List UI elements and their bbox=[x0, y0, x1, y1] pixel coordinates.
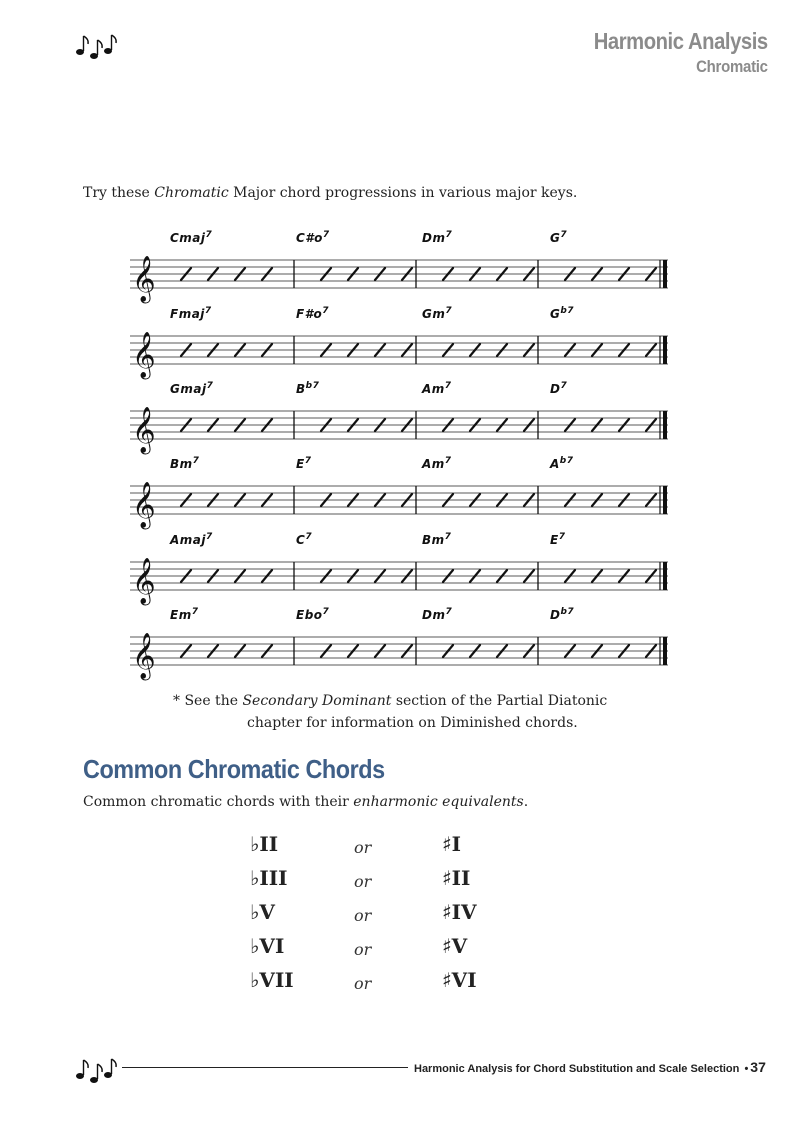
footnote bbox=[0, 690, 794, 734]
chord-root: Am bbox=[422, 457, 445, 471]
flat-chord: ♭VII bbox=[250, 968, 294, 992]
footer-title: Harmonic Analysis for Chord Substitution and Scale Selection bbox=[414, 1063, 740, 1075]
chord-extension: 7 bbox=[322, 607, 330, 617]
staff bbox=[130, 631, 670, 679]
chord-extension: 7 bbox=[304, 456, 312, 466]
note-post: section of the Partial Diatonic bbox=[391, 693, 608, 709]
sharp-chord: ♯VI bbox=[442, 968, 477, 992]
staff bbox=[130, 556, 670, 604]
page-number: 37 bbox=[750, 1059, 766, 1075]
chord-root: E bbox=[296, 457, 305, 471]
note-italic: Secondary Dominant bbox=[242, 693, 392, 709]
header-subtitle: Chromatic bbox=[696, 57, 768, 76]
chord-root: A bbox=[550, 457, 560, 471]
flat-chord: ♭III bbox=[250, 866, 288, 890]
staff-system bbox=[130, 456, 670, 532]
staff bbox=[130, 480, 670, 528]
treble-clef-icon: 𝄞 bbox=[132, 407, 156, 453]
chord-extension: 7 bbox=[192, 456, 200, 466]
or-label: or bbox=[354, 838, 372, 857]
chord-root: Cmaj bbox=[170, 231, 206, 245]
flat-chord: ♭V bbox=[250, 900, 275, 924]
chord-extension: 7 bbox=[305, 532, 313, 542]
chord-root: G bbox=[550, 307, 561, 321]
chord-symbol bbox=[296, 532, 312, 547]
chord-root: Amaj bbox=[170, 533, 207, 547]
treble-clef-icon: 𝄞 bbox=[132, 482, 156, 528]
or-label: or bbox=[354, 940, 372, 959]
enharmonic-row bbox=[230, 934, 510, 968]
sharp-chord: ♯V bbox=[442, 934, 468, 958]
chord-root: Em bbox=[170, 608, 192, 622]
chord-extension: 7 bbox=[560, 381, 568, 391]
chord-root: Gm bbox=[422, 307, 446, 321]
intro-post: Major chord progressions in various major keys. bbox=[228, 185, 578, 201]
chord-symbol bbox=[296, 306, 329, 321]
chord-symbol bbox=[170, 607, 198, 622]
footer-dot: • bbox=[744, 1063, 749, 1075]
chord-extension: 7 bbox=[322, 306, 330, 316]
section-title: Common Chromatic Chords bbox=[83, 754, 385, 784]
chord-extension: 7 bbox=[205, 230, 213, 240]
chord-symbol bbox=[296, 456, 311, 471]
note-pre: * See the bbox=[173, 693, 243, 709]
music-notes-icon bbox=[74, 1056, 120, 1086]
footer-text bbox=[414, 1059, 766, 1075]
music-notes-icon bbox=[74, 32, 120, 62]
chord-symbol bbox=[422, 306, 452, 321]
or-label: or bbox=[354, 974, 372, 993]
staff bbox=[130, 254, 670, 302]
staff-system bbox=[130, 230, 670, 306]
chord-root: Gmaj bbox=[170, 382, 207, 396]
chord-symbol bbox=[422, 456, 452, 471]
running-header bbox=[570, 28, 768, 77]
chord-root: Fmaj bbox=[170, 307, 205, 321]
enharmonic-row bbox=[230, 866, 510, 900]
chord-root: Dm bbox=[422, 608, 446, 622]
chord-symbol bbox=[422, 381, 452, 396]
chord-symbol bbox=[296, 607, 329, 622]
chord-root: B bbox=[296, 382, 306, 396]
treble-clef-icon: 𝄞 bbox=[132, 633, 156, 679]
chord-extension: b7 bbox=[559, 456, 574, 466]
or-label: or bbox=[354, 872, 372, 891]
chord-extension: 7 bbox=[558, 532, 566, 542]
staff-system bbox=[130, 306, 670, 382]
chord-root: D bbox=[550, 382, 561, 396]
treble-clef-icon: 𝄞 bbox=[132, 332, 156, 378]
enharmonic-row bbox=[230, 832, 510, 866]
section-subtitle bbox=[83, 794, 528, 810]
chord-symbol bbox=[296, 381, 319, 396]
chord-symbol bbox=[550, 532, 565, 547]
chord-symbol bbox=[170, 532, 213, 547]
chord-extension: 7 bbox=[191, 607, 199, 617]
subtitle-italic: enharmonic equivalents bbox=[353, 794, 524, 810]
chord-symbol bbox=[550, 306, 574, 321]
chord-root: D bbox=[550, 608, 561, 622]
enharmonic-table bbox=[230, 832, 510, 1002]
chord-symbol bbox=[170, 306, 212, 321]
intro-italic: Chromatic bbox=[154, 185, 229, 201]
note-line2: chapter for information on Diminished chords. bbox=[247, 715, 578, 731]
chord-symbol bbox=[550, 381, 567, 396]
flat-chord: ♭VI bbox=[250, 934, 285, 958]
chord-symbol bbox=[550, 230, 567, 245]
chord-extension: 7 bbox=[445, 607, 453, 617]
treble-clef-icon: 𝄞 bbox=[132, 558, 156, 604]
sharp-chord: ♯II bbox=[442, 866, 471, 890]
chord-root: Ebo bbox=[296, 608, 323, 622]
chord-root: Am bbox=[422, 382, 445, 396]
chord-symbol bbox=[170, 381, 213, 396]
sharp-chord: ♯IV bbox=[442, 900, 477, 924]
sharp-chord: ♯I bbox=[442, 832, 462, 856]
chord-extension: 7 bbox=[206, 381, 214, 391]
staff-system bbox=[130, 532, 670, 608]
chord-extension: 7 bbox=[445, 306, 453, 316]
chord-symbol bbox=[170, 230, 212, 245]
chord-symbol bbox=[550, 607, 574, 622]
chord-root: C bbox=[296, 533, 306, 547]
chord-extension: b7 bbox=[305, 381, 320, 391]
chord-extension: 7 bbox=[204, 306, 212, 316]
staff-system bbox=[130, 607, 670, 683]
chord-symbol bbox=[422, 230, 452, 245]
staff bbox=[130, 405, 670, 453]
chord-root: Bm bbox=[422, 533, 445, 547]
subtitle-post: . bbox=[523, 794, 529, 810]
chord-extension: 7 bbox=[560, 230, 568, 240]
chord-extension: 7 bbox=[444, 381, 452, 391]
subtitle-pre: Common chromatic chords with their bbox=[83, 794, 354, 810]
chord-extension: 7 bbox=[322, 230, 330, 240]
enharmonic-row bbox=[230, 968, 510, 1002]
chord-root: F#o bbox=[296, 307, 323, 321]
chord-extension: 7 bbox=[444, 456, 452, 466]
chord-extension: 7 bbox=[445, 230, 453, 240]
chord-symbol bbox=[422, 607, 452, 622]
chord-symbol bbox=[422, 532, 451, 547]
or-label: or bbox=[354, 906, 372, 925]
chord-symbol bbox=[550, 456, 574, 471]
chord-extension: b7 bbox=[560, 607, 575, 617]
chord-symbol bbox=[296, 230, 330, 245]
chord-extension: 7 bbox=[206, 532, 213, 542]
treble-clef-icon: 𝄞 bbox=[132, 256, 156, 302]
chord-root: E bbox=[550, 533, 559, 547]
flat-chord: ♭II bbox=[250, 832, 279, 856]
header-title: Harmonic Analysis bbox=[593, 28, 768, 54]
intro-pre: Try these bbox=[83, 185, 155, 201]
chord-root: C#o bbox=[296, 231, 323, 245]
chord-extension: b7 bbox=[560, 306, 575, 316]
footer-rule bbox=[122, 1067, 408, 1068]
intro-text bbox=[83, 185, 577, 201]
staff bbox=[130, 330, 670, 378]
chord-root: Dm bbox=[422, 231, 446, 245]
chord-extension: 7 bbox=[444, 532, 452, 542]
chord-root: Bm bbox=[170, 457, 193, 471]
staff-system bbox=[130, 381, 670, 457]
chord-root: G bbox=[550, 231, 561, 245]
chord-symbol bbox=[170, 456, 199, 471]
enharmonic-row bbox=[230, 900, 510, 934]
